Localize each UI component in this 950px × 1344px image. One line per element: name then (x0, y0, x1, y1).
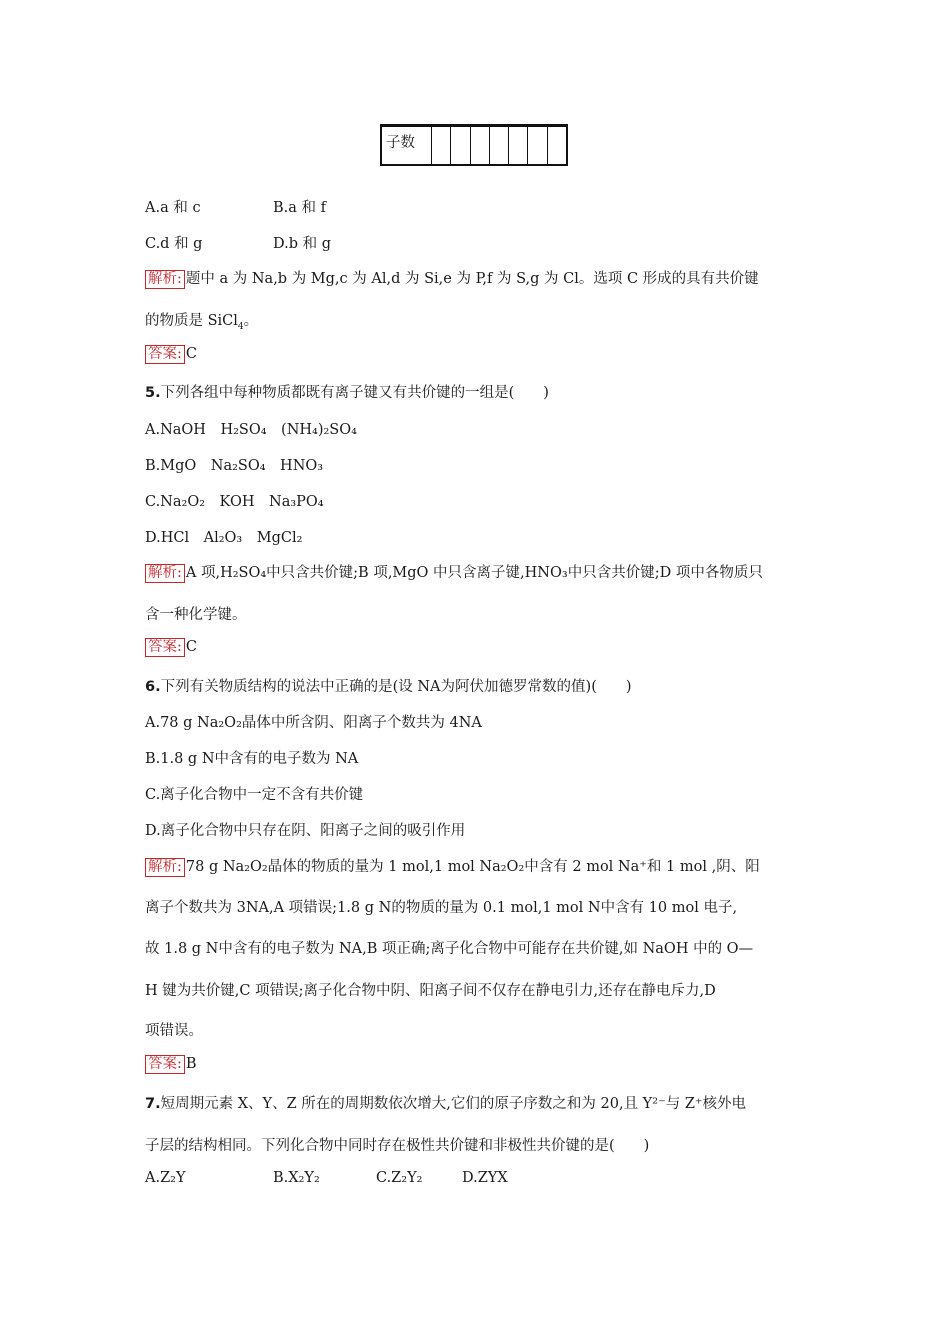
table-cell (471, 127, 490, 164)
q5-stem (145, 381, 549, 402)
answer-label: 答案: (145, 1055, 185, 1074)
q4-analysis-line-1 (145, 267, 759, 289)
q7-options (145, 1170, 508, 1186)
q6-answer (145, 1055, 197, 1074)
q4-analysis-text-3: 。 (243, 313, 259, 329)
q5-option-d: D.HCl Al₂O₃ MgCl₂ (145, 530, 303, 546)
q5-analysis-line-1 (145, 561, 763, 583)
table-cell (432, 127, 451, 164)
subscript: 4 (237, 321, 244, 332)
question-number: 5. (145, 385, 161, 401)
q6-analysis-line-5: 项错误。 (145, 1023, 203, 1039)
table-fragment (380, 124, 568, 166)
q4-analysis-text: 题中 a 为 Na,b 为 Mg,c 为 Al,d 为 Si,e 为 P,f 为 S,g 为 Cl。选项 C 形成的具有共价键 (185, 271, 759, 287)
q7-option-a: A.Z₂Y (145, 1170, 186, 1186)
q6-option-d: D.离子化合物中只存在阴、阳离子之间的吸引作用 (145, 823, 466, 839)
q5-option-a: A.NaOH H₂SO₄ (NH₄)₂SO₄ (145, 422, 357, 438)
q4-analysis-text-2: 的物质是 SiCl (145, 313, 238, 329)
q7-option-c: C.Z₂Y₂ (376, 1170, 423, 1186)
q6-analysis-line-1 (145, 855, 760, 877)
table-header-cell: 子数 (382, 127, 432, 164)
q7-option-d: D.ZYX (462, 1170, 508, 1186)
q7-stem-line-1 (145, 1092, 746, 1113)
answer-value: C (185, 639, 197, 655)
analysis-label: 解析: (145, 270, 185, 289)
q6-stem (145, 675, 632, 696)
table-cell (548, 127, 566, 164)
table-cell (528, 127, 547, 164)
answer-label: 答案: (145, 638, 185, 657)
q4-options-row-1 (145, 196, 326, 217)
question-stem: 下列有关物质结构的说法中正确的是(设 NA为阿伏加德罗常数的值)( ) (160, 679, 632, 695)
question-stem: 下列各组中每种物质都既有离子键又有共价键的一组是( ) (160, 385, 549, 401)
q6-option-c: C.离子化合物中一定不含有共价键 (145, 787, 364, 803)
table-cell (490, 127, 509, 164)
question-number: 7. (145, 1096, 161, 1112)
q6-option-b: B.1.8 g N中含有的电子数为 NA (145, 751, 359, 767)
q6-analysis-line-3: 故 1.8 g N中含有的电子数为 NA,B 项正确;离子化合物中可能存在共价键,如 NaOH 中的 O— (145, 941, 754, 957)
q4-options-row-2 (145, 232, 331, 253)
q7-option-b: B.X₂Y₂ (273, 1170, 320, 1186)
answer-value: B (185, 1056, 197, 1072)
q4-option-b: B.a 和 f (273, 200, 326, 216)
q6-analysis-line-4: H 键为共价键,C 项错误;离子化合物中阴、阳离子间不仅存在静电引力,还存在静电斥力,D (145, 983, 716, 999)
table-cell (451, 127, 470, 164)
q5-option-c: C.Na₂O₂ KOH Na₃PO₄ (145, 494, 324, 510)
q4-option-c: C.d 和 g (145, 236, 203, 252)
table-cell (509, 127, 528, 164)
q4-option-d: D.b 和 g (273, 236, 331, 252)
question-number: 6. (145, 679, 161, 695)
q6-analysis-text: 78 g Na₂O₂晶体的物质的量为 1 mol,1 mol Na₂O₂中含有 2 mol Na⁺和 1 mol ,阴、阳 (185, 859, 760, 875)
q5-analysis-line-2: 含一种化学键。 (145, 607, 247, 623)
analysis-label: 解析: (145, 858, 185, 877)
q4-option-a: A.a 和 c (145, 200, 201, 216)
q5-option-b: B.MgO Na₂SO₄ HNO₃ (145, 458, 324, 474)
q5-analysis-text: A 项,H₂SO₄中只含共价键;B 项,MgO 中只含离子键,HNO₃中只含共价键;D 项中各物质只 (185, 565, 763, 581)
q4-analysis-line-2 (145, 309, 258, 330)
q7-stem-line-2: 子层的结构相同。下列化合物中同时存在极性共价键和非极性共价键的是( ) (145, 1138, 650, 1154)
q6-option-a: A.78 g Na₂O₂晶体中所含阴、阳离子个数共为 4NA (145, 715, 482, 731)
answer-value: C (185, 346, 197, 362)
answer-label: 答案: (145, 345, 185, 364)
q4-answer (145, 345, 197, 364)
q5-answer (145, 638, 197, 657)
q6-analysis-line-2: 离子个数共为 3NA,A 项错误;1.8 g N的物质的量为 0.1 mol,1 mol N中含有 10 mol 电子, (145, 900, 738, 916)
analysis-label: 解析: (145, 564, 185, 583)
question-stem: 短周期元素 X、Y、Z 所在的周期数依次增大,它们的原子序数之和为 20,且 Y²⁻与 Z⁺核外电 (160, 1096, 747, 1112)
